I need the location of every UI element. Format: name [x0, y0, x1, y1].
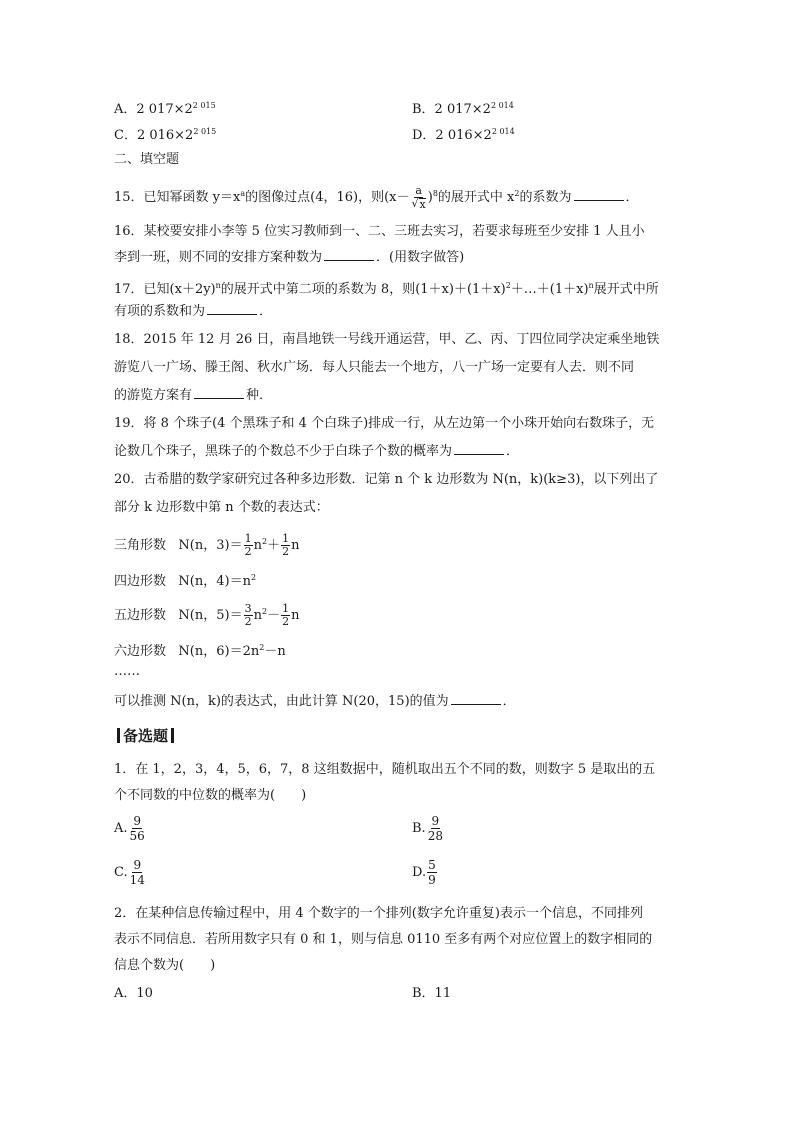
b1-line1: 1．在 1，2，3，4，5，6，7，8 这组数据中，随机取出五个不同的数，则数字 5 是取出的五: [114, 762, 656, 777]
q17-line1: [114, 276, 659, 300]
q17-b: 的展开式中第二项的系数为 8，则(1＋x)＋(1＋x): [220, 282, 506, 297]
q18-line3: [114, 386, 272, 406]
q18-line3-pre: 的游览方案有: [114, 388, 193, 403]
b1-option-d-frac: [427, 858, 437, 887]
q15-post: 的展开式中 x: [437, 190, 515, 205]
q19-line2-post: ．: [506, 444, 520, 459]
q14-option-a: [114, 96, 216, 120]
q20-final: [114, 692, 516, 712]
q20-pentagonal: [114, 602, 299, 628]
q20-pent-end: n: [291, 608, 300, 623]
q14-option-c-text: C．2 016×2: [114, 128, 194, 143]
b2-line3-pre: 信息个数为(: [114, 958, 185, 973]
q20-ellipsis: ……: [114, 664, 140, 679]
q20-pent-frac1: [244, 603, 253, 628]
q14-option-b-exp: 2 014: [490, 101, 514, 110]
q18-answer-blank[interactable]: [194, 386, 244, 399]
b2-line3: [114, 956, 215, 976]
q18-line1: 18．2015 年 12 月 26 日，南昌地铁一号线开通运营，甲、乙、丙、丁四位同学决定乘坐地铁: [114, 332, 660, 347]
b1-a-den: 56: [129, 829, 145, 843]
b1-b-num: 9: [431, 814, 440, 828]
q15-post-sup2: 2: [514, 189, 520, 198]
q16-line2-pre: 李到一班，则不同的安排方案种数为: [114, 250, 323, 265]
q20-hex-expr: N(n，6)＝2n: [178, 644, 260, 659]
backup-section-title: [114, 726, 177, 746]
q20-pent-f1-num: 3: [244, 602, 252, 615]
b1-option-c[interactable]: [114, 858, 147, 887]
q20-pent-expr: N(n，5)＝: [178, 608, 243, 623]
b1-option-a[interactable]: [114, 814, 147, 843]
q18-line2: 游览八一广场、滕王阁、秋水广场．每人只能去一个地方，八一广场一定要有人去．则不同: [114, 360, 635, 375]
q20-tri-expr: N(n，3)＝: [178, 538, 243, 553]
b1-option-c-label: C.: [114, 865, 128, 880]
q15-pre-sup: a: [240, 189, 246, 198]
q16-line2-post: ．(用数字做答): [376, 250, 465, 265]
b1-c-num: 9: [133, 858, 142, 872]
b1-option-d-label: D.: [412, 865, 427, 880]
q20-quadrilateral: [114, 568, 256, 592]
q15-frac-den-rad: x: [419, 197, 426, 211]
q14-option-b-text: B．2 017×2: [412, 102, 491, 117]
q20-final-post: ．: [502, 694, 516, 709]
b1-option-a-frac: [129, 814, 146, 843]
q14-option-d-exp: 2 014: [491, 127, 515, 136]
q16-line2: [114, 248, 464, 268]
q15-post-sup: 8: [432, 189, 438, 198]
q20-hex-sup: 2: [259, 643, 265, 652]
title-bar-right: [171, 728, 174, 743]
b1-a-num: 9: [133, 814, 141, 828]
q20-answer-blank[interactable]: [451, 692, 501, 705]
q15-pre: 15．已知幂函数 y＝x: [114, 190, 241, 205]
q17-a: 17．已知(x＋2y): [114, 282, 216, 297]
b1-c-den: 14: [129, 873, 145, 887]
q20-quad-sup: 2: [250, 573, 257, 582]
q20-line1: 20．古希腊的数学家研究过各种多边形数．记第 n 个 k 边形数为 N(n，k)(k≥3)，以下列出了: [114, 472, 659, 487]
b1-b-den: 28: [427, 829, 443, 843]
q20-line2: 部分 k 边形数中第 n 个数的表达式：: [114, 500, 329, 515]
q14-option-a-text: A．2 017×2: [114, 102, 193, 117]
b2-option-a[interactable]: A．10: [114, 986, 153, 1001]
q15-answer-blank[interactable]: [574, 188, 624, 201]
q20-tri-frac2: [281, 533, 290, 558]
q14-option-d-text: D．2 016×2: [412, 128, 492, 143]
q20-pent-f2-den: 2: [282, 615, 290, 628]
section-2-title: 二、填空题: [114, 152, 180, 167]
b1-option-d[interactable]: [412, 858, 438, 887]
q20-hex-tail: －n: [264, 644, 286, 659]
q17-line2-pre: 有项的系数和为: [114, 304, 206, 319]
q16-line1: 16．某校要安排小李等 5 位实习教师到一、二、三班去实习，若要求每班至少安排 1 人且小: [114, 224, 645, 239]
q17-line2-post: ．: [259, 304, 273, 319]
q19-answer-blank[interactable]: [454, 442, 504, 455]
q20-quad-label: 四边形数: [114, 574, 167, 589]
q15-end: ．: [625, 190, 639, 205]
q20-tri-end: n: [291, 538, 300, 553]
q20-tri-plus: ＋: [267, 538, 281, 553]
q20-pent-mid: n: [253, 608, 262, 623]
b1-d-den: 9: [428, 873, 436, 887]
q17-line2: [114, 302, 272, 322]
b1-d-num: 5: [428, 858, 436, 872]
q20-tri-f1-den: 2: [244, 545, 252, 558]
b1-option-a-label: A.: [114, 821, 128, 836]
q14-option-a-exp: 2 015: [192, 101, 216, 110]
q20-hex-label: 六边形数: [114, 644, 167, 659]
q20-pent-f1-den: 2: [244, 615, 252, 628]
q20-tri-f2-den: 2: [282, 545, 290, 558]
b1-line2: [114, 786, 306, 806]
b2-option-b[interactable]: B．11: [412, 986, 452, 1001]
q20-pent-mid-sup: 2: [261, 607, 268, 616]
q19-line2-pre: 论数几个珠子，黑珠子的个数总不少于白珠子个数的概率为: [114, 444, 453, 459]
q20-pent-label: 五边形数: [114, 608, 167, 623]
q17-d: 展开式中所: [593, 282, 659, 297]
q20-tri-mid: n: [253, 538, 262, 553]
q20-pent-f2-num: 1: [282, 602, 290, 615]
q18-line3-post: 种．: [246, 388, 273, 403]
b1-option-b-label: B.: [412, 821, 426, 836]
q14-option-d: [412, 122, 515, 146]
q14-option-c: [114, 122, 216, 146]
q20-tri-f1-num: 1: [244, 532, 252, 545]
q17-sup1: n: [215, 281, 221, 290]
q17-c: ＋…＋(1＋x): [510, 282, 589, 297]
b1-line2-post: ): [301, 788, 307, 803]
q17-sup2: 2: [505, 281, 511, 290]
b2-line2: 表示不同信息．若所用数字只有 0 和 1，则与信息 0110 至多有两个对应位置上的数字相同的: [114, 932, 653, 947]
b2-line1: 2．在某种信息传输过程中，用 4 个数字的一个排列(数字允许重复)表示一个信息，不同排列: [114, 906, 643, 921]
q20-tri-f2-num: 1: [282, 532, 290, 545]
q14-option-c-exp: 2 015: [193, 127, 217, 136]
q19-line1: 19．将 8 个珠子(4 个黑珠子和 4 个白珠子)排成一行，从左边第一个小珠开始向右数珠子，无: [114, 416, 655, 431]
q20-pent-frac2: [281, 603, 290, 628]
b1-line2-pre: 个不同数的中位数的概率为(: [114, 788, 276, 803]
q15-tail: 的系数为: [519, 190, 572, 205]
q17-answer-blank[interactable]: [207, 302, 257, 315]
b2-line3-post: ): [210, 958, 216, 973]
q16-answer-blank[interactable]: [324, 248, 374, 261]
q20-quad-expr: N(n，4)＝n: [178, 574, 251, 589]
q20-tri-frac1: [244, 533, 253, 558]
q17-sup3: n: [588, 281, 594, 290]
b1-option-b[interactable]: [412, 814, 445, 843]
q20-tri-label: 三角形数: [114, 538, 167, 553]
b1-option-c-frac: [129, 858, 146, 887]
q15-frac-den: √ x: [411, 196, 426, 211]
q19-line2: [114, 442, 519, 462]
q14-option-b: [412, 96, 514, 120]
q20-final-pre: 可以推测 N(n，k)的表达式，由此计算 N(20，15)的值为: [114, 694, 449, 709]
b1-option-b-frac: [427, 814, 444, 843]
q15-frac-num: a: [415, 183, 422, 197]
title-bar-left: [117, 728, 120, 743]
q20-tri-mid-sup: 2: [261, 537, 268, 546]
q15-fraction: [411, 185, 427, 211]
backup-title-text: 备选题: [123, 727, 169, 745]
q20-triangular: [114, 532, 299, 558]
q20-pent-minus: －: [267, 608, 281, 623]
question-15: 15．已知幂函数 $y=x^a$的图像过点(4，16)，则(x－ a √ x )$^8$的展开式中 $x^2$的系数为 ．: [114, 183, 639, 211]
q20-hexagonal: [114, 638, 286, 662]
q15-mid: 的图像过点(4，16)，则(x－: [245, 190, 410, 205]
